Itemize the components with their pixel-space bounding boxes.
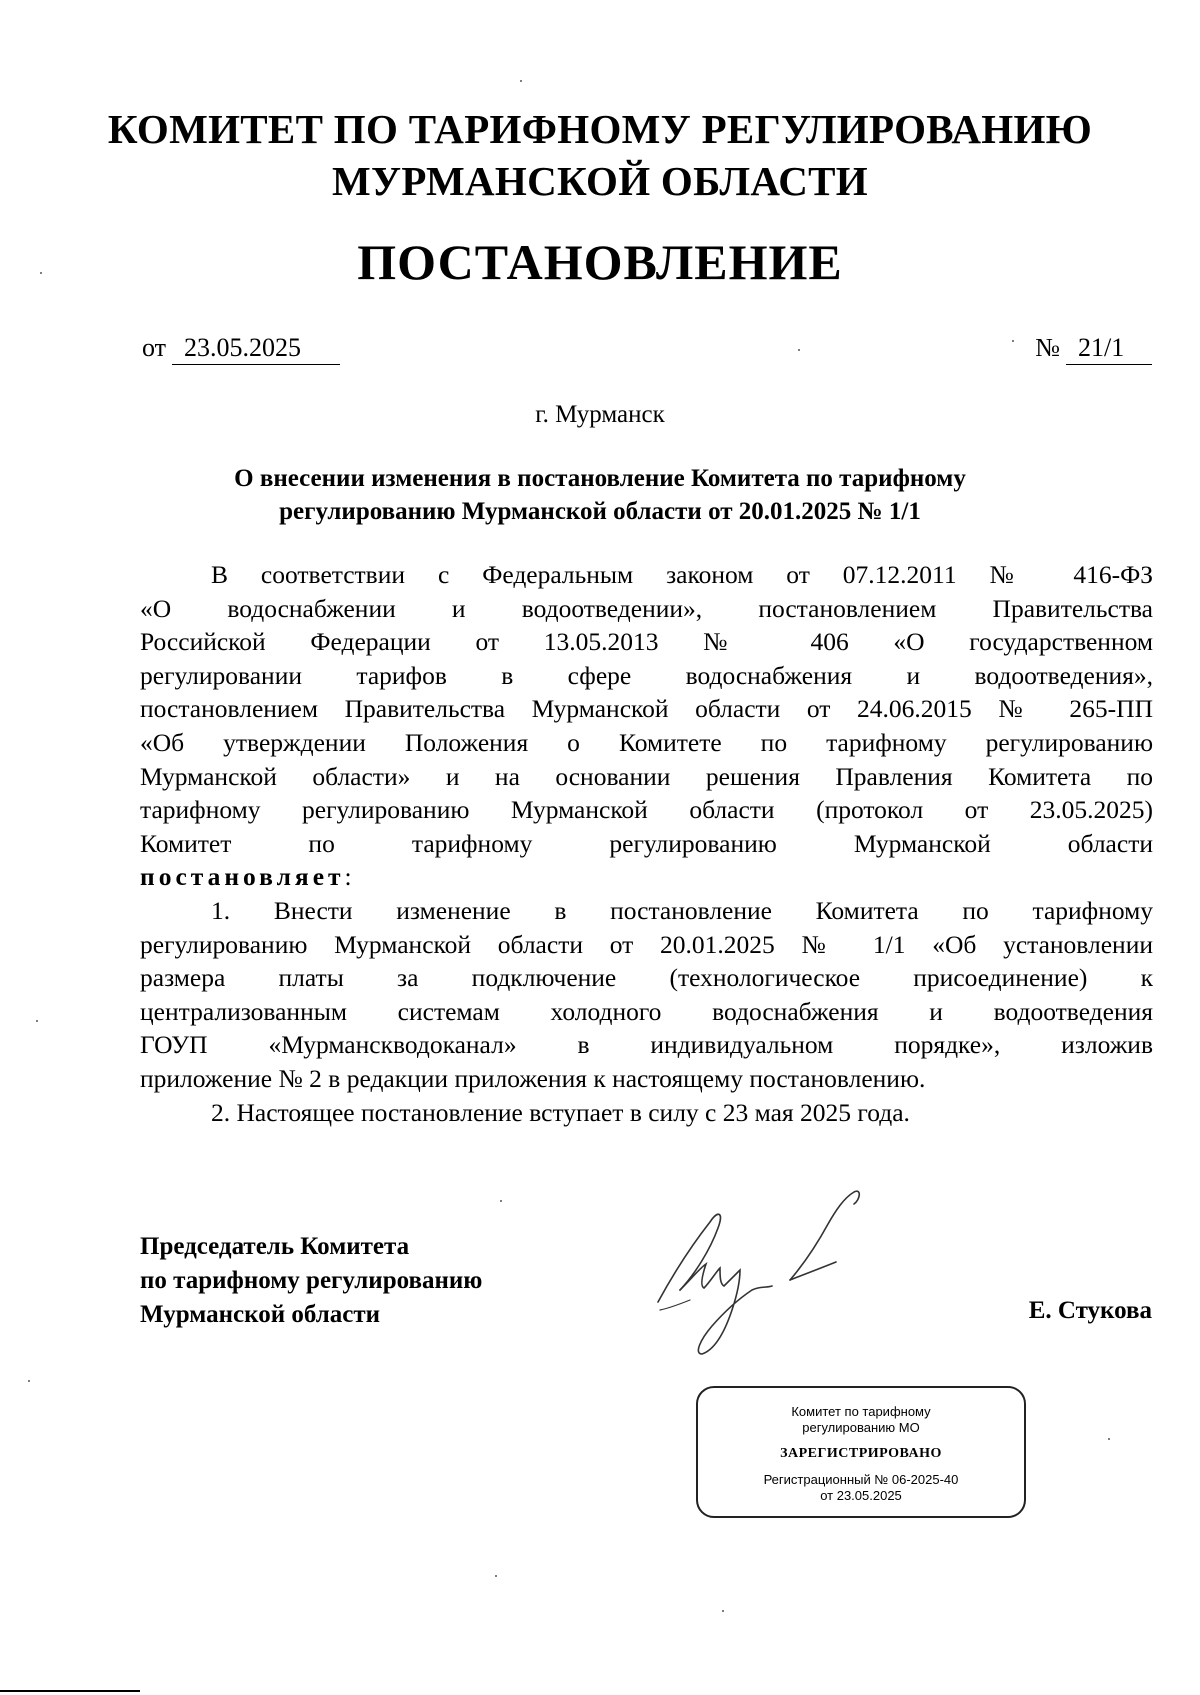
number-value: 21/1 xyxy=(1066,332,1152,365)
body-line: регулировании тарифов в сфере водоснабжения и водоотведения», xyxy=(140,660,1153,690)
scan-speck xyxy=(1012,340,1014,342)
item1-line: размера платы за подключение (технологическое присоединение) к xyxy=(140,963,1153,993)
signer-position-line1: Председатель Комитета xyxy=(140,1233,410,1260)
document-city: г. Мурманск xyxy=(535,401,665,428)
document-subject xyxy=(130,462,1070,528)
document-date xyxy=(142,332,340,365)
scan-speck xyxy=(798,349,800,351)
resolves-colon: : xyxy=(344,862,352,892)
document-body xyxy=(140,558,1153,1129)
item1-line: централизованным системам холодного водоснабжения и водоотведения xyxy=(140,996,1153,1026)
scan-speck xyxy=(40,272,42,274)
signer-position xyxy=(140,1230,482,1332)
handwritten-signature xyxy=(640,1170,890,1360)
stamp-reg-date: от 23.05.2025 xyxy=(820,1488,902,1503)
scan-speck xyxy=(722,1610,724,1612)
scan-speck xyxy=(28,1380,30,1382)
resolves-line xyxy=(140,860,1153,894)
scan-speck xyxy=(495,1575,497,1577)
subject-line2: регулированию Мурманской области от 20.01.2025 № 1/1 xyxy=(279,498,921,525)
resolves-word: постановляет xyxy=(140,862,345,892)
number-prefix: № xyxy=(1035,333,1060,362)
date-value: 23.05.2025 xyxy=(172,332,340,365)
body-line: «Об утверждении Положения о Комитете по тарифному регулированию xyxy=(140,727,1153,757)
signer-name: Е. Стукова xyxy=(1028,1297,1152,1324)
item1-line: ГОУП «Мурманскводоканал» в индивидуальном порядке», изложив xyxy=(140,1030,1153,1060)
body-line: Мурманской области» и на основании решения Правления Комитета по xyxy=(140,761,1153,791)
body-line: В соответствии с Федеральным законом от 07.12.2011 № 416-ФЗ xyxy=(211,560,1153,589)
body-line: Российской Федерации от 13.05.2013 № 406 «О государственном xyxy=(140,627,1153,657)
scan-speck xyxy=(1108,1438,1110,1440)
subject-line1: О внесении изменения в постановление Комитета по тарифному xyxy=(234,465,966,492)
item2-line: 2. Настоящее постановление вступает в силу с 23 мая 2025 года. xyxy=(211,1097,910,1127)
scan-speck xyxy=(500,1200,502,1202)
item1-line: приложение № 2 в редакции приложения к настоящему постановлению. xyxy=(140,1063,926,1093)
body-line: постановлением Правительства Мурманской области от 24.06.2015 № 265-ПП xyxy=(140,694,1153,724)
document-type-heading: ПОСТАНОВЛЕНИЕ xyxy=(357,234,843,290)
organization-title xyxy=(0,103,1200,207)
scan-speck xyxy=(36,1020,38,1022)
page-edge-line xyxy=(0,1690,140,1692)
body-line: Комитет по тарифному регулированию Мурманской области xyxy=(140,828,1153,858)
organization-title-line1: КОМИТЕТ ПО ТАРИФНОМУ РЕГУЛИРОВАНИЮ xyxy=(107,106,1093,152)
body-line: тарифному регулированию Мурманской области (протокол от 23.05.2025) xyxy=(140,795,1153,825)
signer-position-line2: по тарифному регулированию xyxy=(140,1267,483,1294)
stamp-org-line1: Комитет по тарифному xyxy=(791,1404,931,1419)
scan-speck xyxy=(520,80,522,82)
item1-line: 1. Внести изменение в постановление Комитета по тарифному xyxy=(211,895,1153,925)
date-prefix: от xyxy=(142,333,167,362)
document-number xyxy=(1035,332,1152,365)
stamp-registration xyxy=(698,1472,1024,1504)
body-line: «О водоснабжении и водоотведении», постановлением Правительства xyxy=(140,593,1153,623)
organization-title-line2: МУРМАНСКОЙ ОБЛАСТИ xyxy=(332,158,868,204)
stamp-org-line2: регулированию МО xyxy=(802,1420,920,1435)
registration-stamp xyxy=(696,1386,1026,1518)
item1-line: регулированию Мурманской области от 20.01.2025 № 1/1 «Об установлении xyxy=(140,929,1153,959)
stamp-organization xyxy=(698,1404,1024,1436)
stamp-reg-number: Регистрационный № 06-2025-40 xyxy=(763,1472,959,1487)
signer-position-line3: Мурманской области xyxy=(140,1301,381,1328)
stamp-status: ЗАРЕГИСТРИРОВАНО xyxy=(780,1446,942,1461)
